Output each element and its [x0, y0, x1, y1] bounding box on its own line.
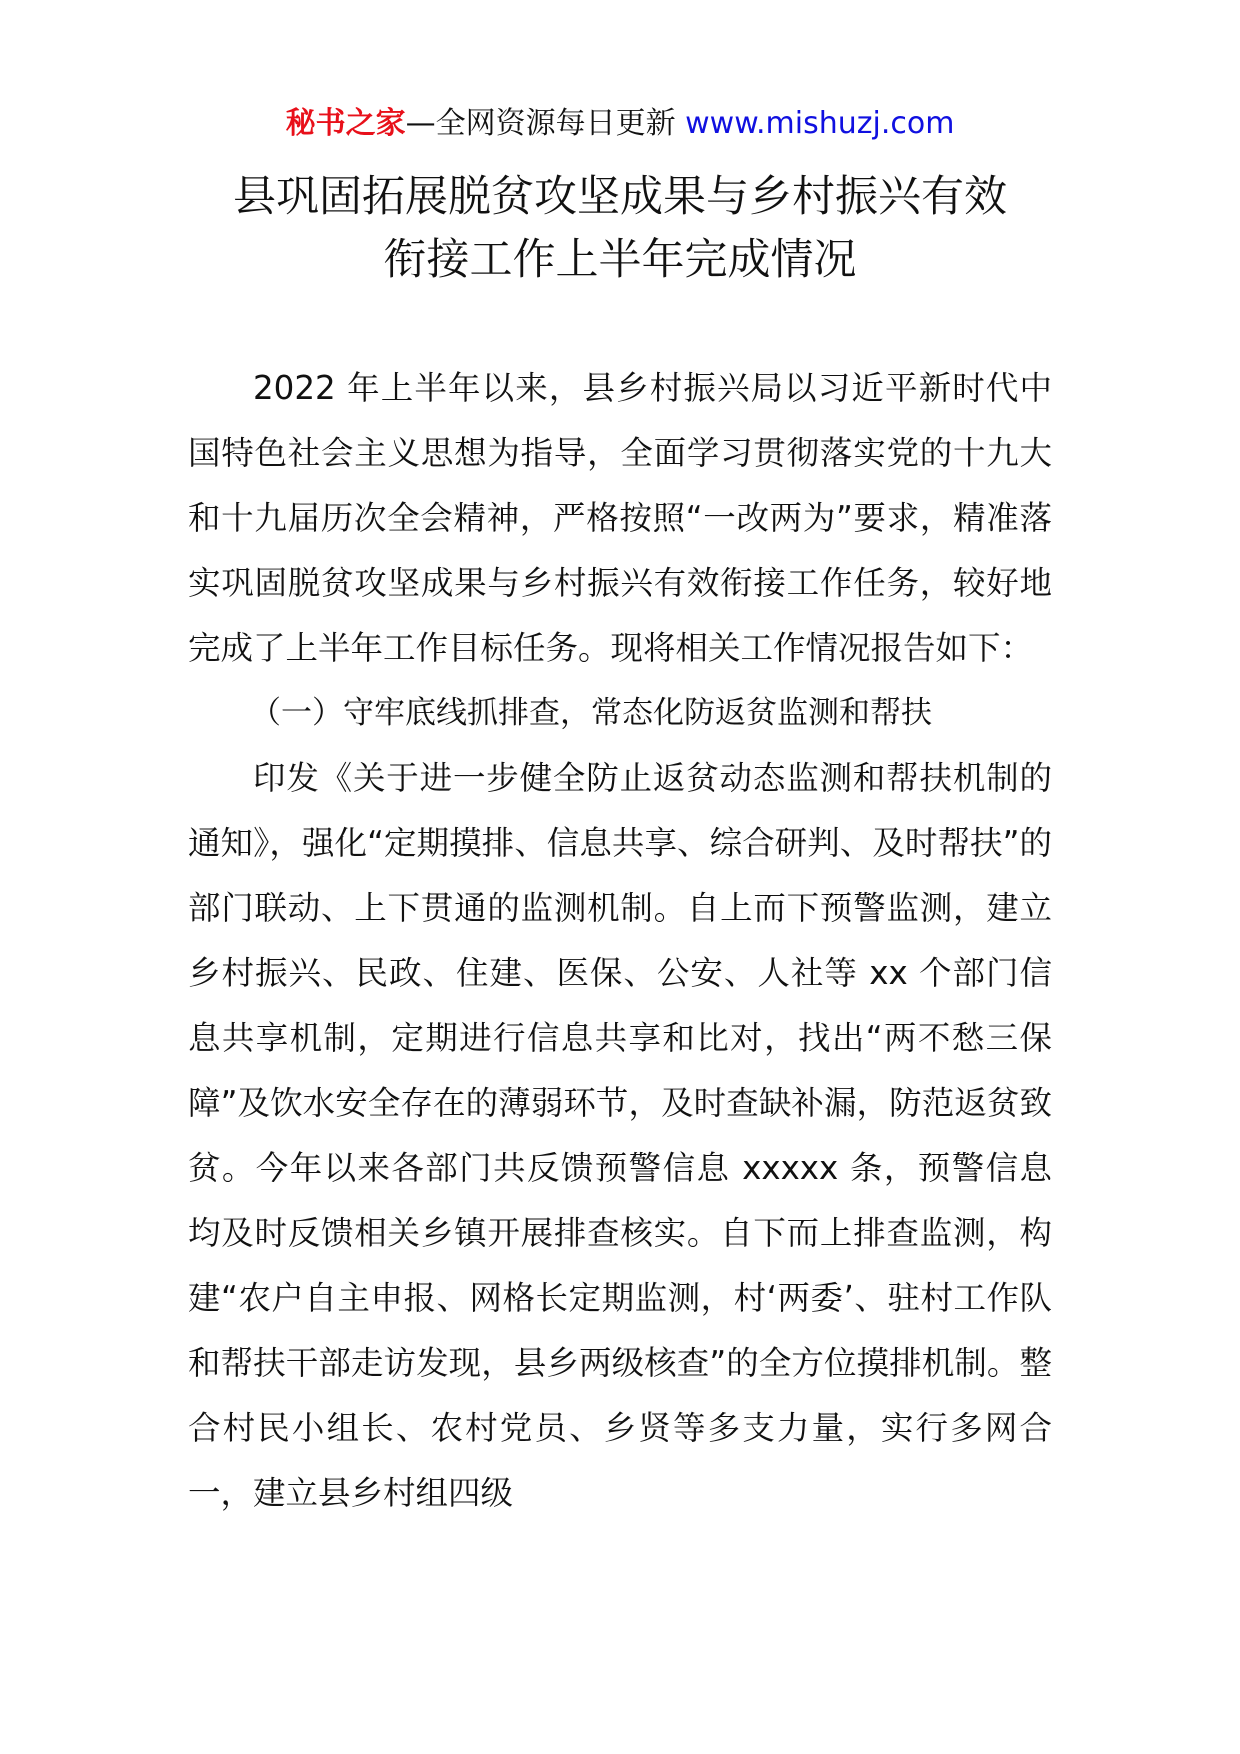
document-title	[0, 166, 1240, 292]
site-header	[0, 104, 1240, 144]
document-body	[188, 356, 1052, 1526]
document-title-line-2: 衔接工作上半年完成情况	[383, 235, 857, 285]
intro-paragraph: 2022 年上半年以来，县乡村振兴局以习近平新时代中国特色社会主义思想为指导，全面学习贯彻落实党的十九大和十九届历次全会精神，严格按照“一改两为”要求，精准落实巩固脱贫攻坚成果与乡村振兴有效衔接工作任务，较好地完成了上半年工作目标任务。现将相关工作情况报告如下：	[188, 369, 1052, 667]
section-heading-1: （一）守牢底线抓排查，常态化防返贫监测和帮扶	[250, 695, 932, 731]
site-brand: 秘书之家	[285, 106, 406, 141]
site-url-link[interactable]: www.mishuzj.com	[685, 106, 955, 141]
document-title-line-1: 县巩固拓展脱贫攻坚成果与乡村振兴有效	[233, 172, 1007, 222]
section-1-paragraph: 印发《关于进一步健全防止返贫动态监测和帮扶机制的通知》，强化“定期摸排、信息共享、综合研判、及时帮扶”的部门联动、上下贯通的监测机制。自上而下预警监测，建立乡村振兴、民政、住建、医保、公安、人社等 xx 个部门信息共享机制，定期进行信息共享和比对，找出“两不愁三保障”及饮水安全存在的薄弱环节，及时查缺补漏，防范返贫致贫。今年以来各部门共反馈预警信息 xxxxx 条，预警信息均及时反馈相关乡镇开展排查核实。自下而上排查监测，构建“农户自主申报、网格长定期监测，村‘两委’、驻村工作队和帮扶干部走访发现，县乡两级核查”的全方位摸排机制。整合村民小组长、农村党员、乡贤等多支力量，实行多网合一，建立县乡村组四级	[188, 759, 1052, 1512]
site-slogan: —全网资源每日更新	[405, 106, 686, 141]
